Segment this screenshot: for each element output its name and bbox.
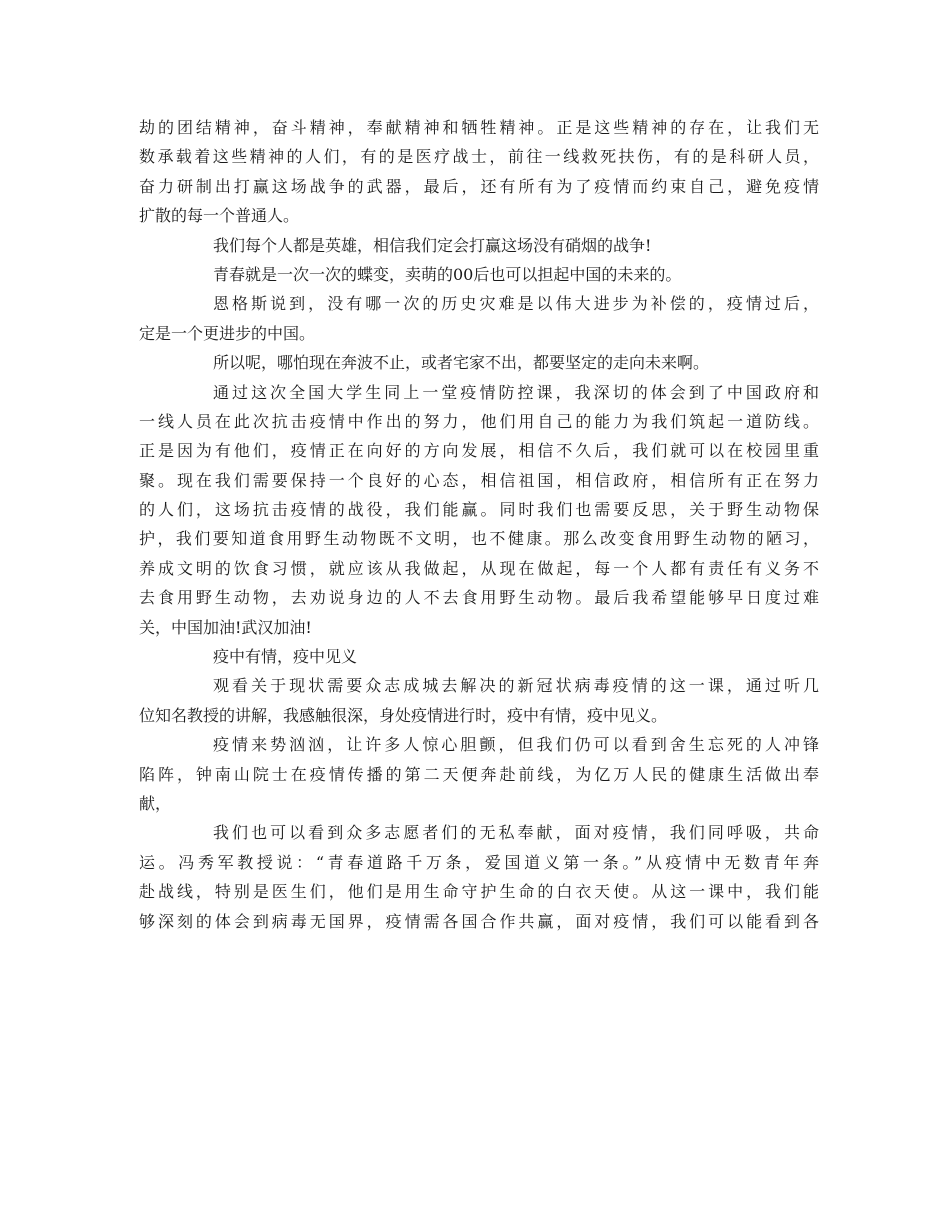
text-line: 我们每个人都是英雄，相信我们定会打赢这场没有硝烟的战争! xyxy=(213,235,652,255)
text-line: 疫情来势汹汹，让许多人惊心胆颤，但我们仍可以看到舍生忘死的人冲锋 xyxy=(213,735,819,755)
text-line: 数承载着这些精神的人们，有的是医疗战士，前往一线救死扶伤，有的是科研人员， xyxy=(139,147,819,167)
text-line: 陷阵，钟南山院士在疫情传播的第二天便奔赴前线，为亿万人民的健康生活做出奉 xyxy=(139,764,819,784)
text-line: 运。冯秀军教授说：“青春道路千万条，爱国道义第一条。”从疫情中无数青年奔 xyxy=(139,852,819,872)
text-line: 恩格斯说到，没有哪一次的历史灾难是以伟大进步为补偿的，疫情过后， xyxy=(213,294,819,314)
text-line: 奋力研制出打赢这场战争的武器，最后，还有所有为了疫情而约束自己，避免疫情 xyxy=(139,176,819,196)
text-line: 位知名教授的讲解，我感触很深，身处疫情进行时，疫中有情，疫中见义。 xyxy=(139,705,668,725)
text-line: 我们也可以看到众多志愿者们的无私奉献，面对疫情，我们同呼吸，共命 xyxy=(213,823,819,843)
text-line: 去食用野生动物，去劝说身边的人不去食用野生动物。最后我希望能够早日度过难 xyxy=(139,588,819,608)
text-line: 聚。现在我们需要保持一个良好的心态，相信祖国，相信政府，相信所有正在努力 xyxy=(139,470,819,490)
text-line: 正是因为有他们，疫情正在向好的方向发展，相信不久后，我们就可以在校园里重 xyxy=(139,441,819,461)
text-line: 护，我们要知道食用野生动物既不文明，也不健康。那么改变食用野生动物的陋习， xyxy=(139,529,819,549)
text-line: 青春就是一次一次的蝶变，卖萌的00后也可以担起中国的未来的。 xyxy=(213,264,682,284)
text-line: 献， xyxy=(139,793,172,813)
text-line: 观看关于现状需要众志成城去解决的新冠状病毒疫情的这一课，通过听几 xyxy=(213,676,819,696)
text-line: 赴战线，特别是医生们，他们是用生命守护生命的白衣天使。从这一课中，我们能 xyxy=(139,882,819,902)
text-line: 养成文明的饮食习惯，就应该从我做起，从现在做起，每一个人都有责任有义务不 xyxy=(139,558,819,578)
text-line: 关，中国加油!武汉加油! xyxy=(139,617,312,637)
text-line: 疫中有情，疫中见义 xyxy=(213,647,358,667)
text-line: 一线人员在此次抗击疫情中作出的努力，他们用自己的能力为我们筑起一道防线。 xyxy=(139,411,819,431)
document-body xyxy=(139,113,819,936)
text-line: 劫的团结精神，奋斗精神，奉献精神和牺牲精神。正是这些精神的存在，让我们无 xyxy=(139,118,819,137)
text-line: 通过这次全国大学生同上一堂疫情防控课，我深切的体会到了中国政府和 xyxy=(213,382,819,402)
text-line: 够深刻的体会到病毒无国界，疫情需各国合作共赢，面对疫情，我们可以能看到各 xyxy=(139,911,819,931)
text-line: 扩散的每一个普通人。 xyxy=(139,206,300,226)
text-line: 定是一个更进步的中国。 xyxy=(139,323,316,343)
text-line: 所以呢，哪怕现在奔波不止，或者宅家不出，都要坚定的走向未来啊。 xyxy=(213,353,710,373)
text-line: 的人们，这场抗击疫情的战役，我们能赢。同时我们也需要反思，关于野生动物保 xyxy=(139,500,819,520)
